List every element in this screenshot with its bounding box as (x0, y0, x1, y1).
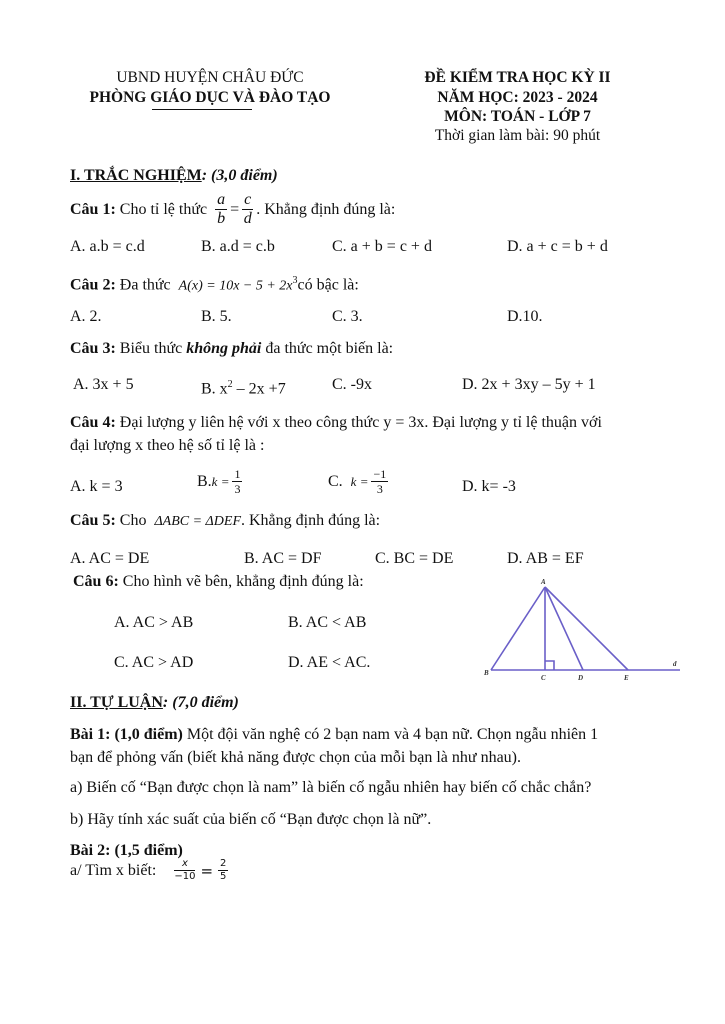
q2-option-c: C. 3. (332, 308, 363, 325)
bai2-label: Bài 2: (1,5 điểm) (70, 842, 183, 859)
label-a: A (541, 578, 546, 586)
label-e: E (624, 674, 629, 682)
q1-fraction-a-b: $\frac{a}{b}$ (217, 191, 226, 227)
q5-option-c: C. BC = DE (375, 550, 454, 567)
header-underline (152, 109, 252, 110)
q2-text: Đa thức (119, 276, 171, 294)
q2-option-a: A. 2. (70, 308, 102, 325)
q3-option-a: A. 3x + 5 (73, 376, 134, 393)
exam-title: ĐỀ KIỂM TRA HỌC KỲ II (424, 69, 611, 86)
q6-text: Cho hình vẽ bên, khẳng định đúng là: (122, 573, 364, 590)
q5-formula: ΔABC = ΔDEF (154, 514, 241, 529)
q4-label: Câu 4: (70, 414, 116, 431)
part2-score: : (7,0 điểm) (162, 694, 239, 711)
q1-option-c: C. a + b = c + d (332, 238, 432, 255)
label-line-d: d (673, 660, 677, 668)
triangle-figure (475, 575, 685, 685)
segment-ae (545, 587, 628, 670)
label-c: C (541, 674, 546, 682)
q5-text: Cho (119, 512, 147, 529)
part1-title: I. TRẮC NGHIỆM (70, 167, 202, 184)
q4-option-d: D. k= -3 (462, 478, 516, 495)
q4-line2: đại lượng x theo hệ số tỉ lệ là : (70, 437, 265, 454)
q2-label: Câu 2: (70, 276, 116, 294)
question-5 (70, 511, 380, 532)
q3-text: Biểu thức (119, 340, 183, 357)
q6-option-c: C. AC > AD (114, 654, 194, 671)
q3-option-b: B. $x^2 - 2x +7$ (201, 379, 286, 398)
q5-label: Câu 5: (70, 512, 116, 529)
q6-option-a: A. AC > AB (114, 614, 194, 631)
bai2-part-a-text: a/ Tìm x biết: (70, 861, 157, 879)
bai1-line2: bạn để phỏng vấn (biết khả năng được chọn của mỗi bạn là như nhau). (70, 749, 522, 766)
q1-option-b: B. a.d = c.b (201, 238, 275, 255)
q1-text: Cho tỉ lệ thức (119, 200, 208, 218)
q2-option-b: B. 5. (201, 308, 232, 325)
q5-option-b: B. AC = DF (244, 550, 322, 567)
bai1-label: Bài 1: (1,0 điểm) (70, 726, 183, 743)
exam-duration: Thời gian làm bài: 90 phút (434, 127, 601, 144)
q5-option-a: A. AC = DE (70, 550, 150, 567)
bai1-part-a: a) Biến cố “Bạn được chọn là nam” là biến cố ngẫu nhiên hay biến cố chắc chắn? (70, 779, 592, 796)
school-department: PHÒNG GIÁO DỤC VÀ ĐÀO TẠO (89, 89, 331, 106)
bai2-part-a (70, 858, 231, 883)
q3-option-d: D. 2x + 3xy – 5y + 1 (462, 376, 596, 393)
bai1-line1: Một đội văn nghệ có 2 bạn nam và 4 bạn nữ. Chọn ngẫu nhiên 1 (186, 726, 599, 743)
q6-label: Câu 6: (73, 573, 119, 590)
question-4 (70, 413, 602, 433)
q4-option-a: A. k = 3 (70, 478, 123, 495)
question-6 (73, 572, 364, 592)
label-b: B (484, 669, 489, 677)
bai1-part-b: b) Hãy tính xác suất của biến cố “Bạn được chọn là nữ”. (70, 811, 432, 828)
subject: MÔN: TOÁN - LỚP 7 (444, 108, 591, 125)
bai2-fraction-2-5: $\frac{2}{5}$ (220, 858, 227, 882)
q5-option-d: D. AB = EF (507, 550, 584, 567)
q3-post: đa thức một biến là: (265, 340, 394, 357)
q6-option-d: D. AE < AC. (288, 654, 371, 671)
school-year: NĂM HỌC: 2023 - 2024 (437, 89, 598, 106)
q3-option-c: C. -9x (332, 376, 372, 393)
q2-post: có bậc là: (297, 276, 359, 294)
segment-ad (545, 587, 583, 670)
bai2-fraction-x: $\frac{x}{-10}$ (174, 858, 196, 882)
question-3 (70, 339, 393, 359)
segment-ab (491, 587, 545, 670)
right-angle-mark (545, 661, 554, 670)
q2-exponent: 3 (292, 275, 298, 286)
q1-label: Câu 1: (70, 200, 116, 218)
bai1 (70, 725, 598, 745)
q4-line1: Đại lượng y liên hệ với x theo công thức y = 3x. Đại lượng y tỉ lệ thuận với (119, 414, 602, 431)
q2-formula: A(x) = 10x − 5 + 2x (178, 278, 293, 294)
q5-post: . Khẳng định đúng là: (241, 512, 381, 529)
question-2 (70, 271, 359, 296)
label-d: D (578, 674, 584, 682)
q1-equals: = (230, 200, 240, 218)
part1-heading (70, 166, 278, 186)
q6-option-b: B. AC < AB (288, 614, 367, 631)
school-authority: UBND HUYỆN CHÂU ĐỨC (116, 69, 304, 86)
q3-emphasis: không phải (186, 340, 262, 357)
q4-option-b: B. k = $\frac{1}{3}$ (197, 467, 241, 496)
q4-option-c: C. k = $\frac{-1}{3}$ (328, 467, 387, 496)
q1-option-a: A. a.b = c.d (70, 238, 145, 255)
question-1 (70, 191, 395, 228)
q3-label: Câu 3: (70, 340, 116, 357)
q1-post: . Khẳng định đúng là: (256, 200, 396, 218)
q2-option-d: D.10. (507, 308, 543, 325)
part2-title: II. TỰ LUẬN (70, 694, 163, 711)
bai2-equals: = (200, 861, 214, 880)
q1-fraction-c-d: $\frac{c}{d}$ (243, 191, 252, 227)
q1-option-d: D. a + c = b + d (507, 238, 608, 255)
part1-score: : (3,0 điểm) (201, 167, 278, 184)
part2-heading (70, 693, 239, 713)
